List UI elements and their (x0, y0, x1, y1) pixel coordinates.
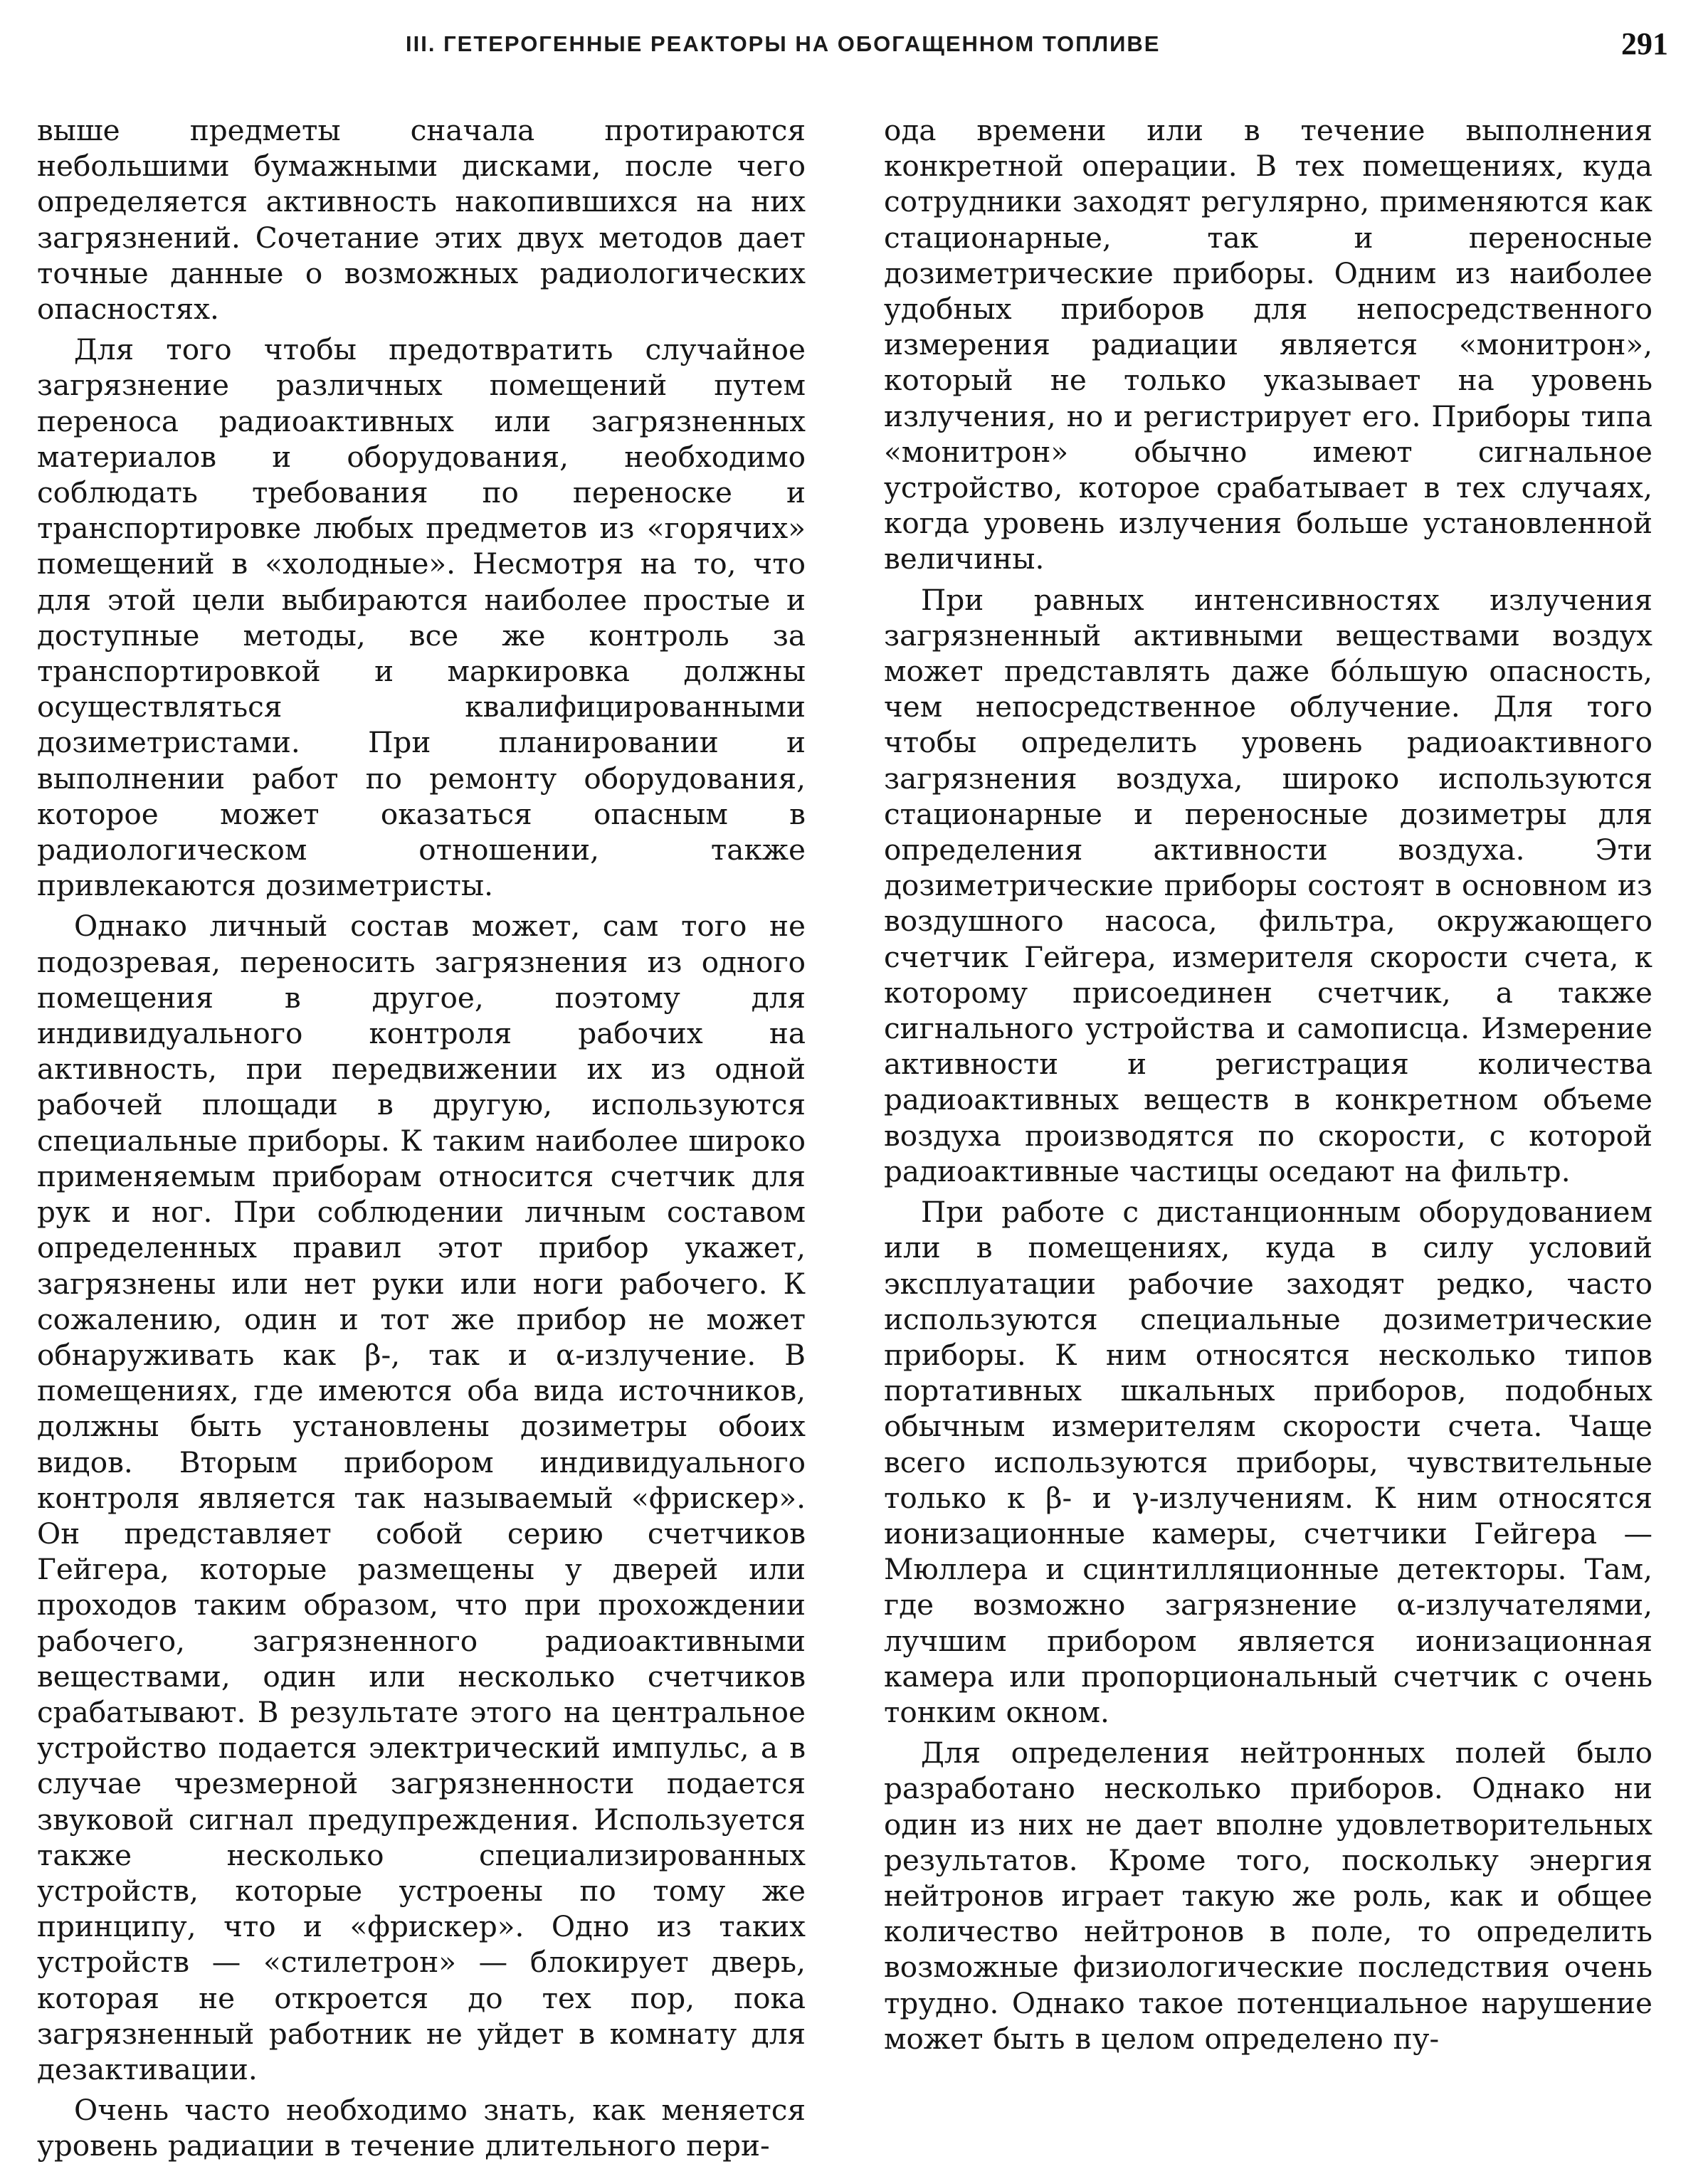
running-header (0, 26, 1708, 68)
page-number: 291 (1621, 26, 1668, 61)
right-column (884, 112, 1652, 2076)
paragraph: При равных интенсивностях излучения загрязненный активными веществами воздух может представлять даже бóльшую опасность, чем непосредственное облучение. Для того чтобы определить уровень радиоактивного загрязнения воздуха, широко используются стационарные и переносные дозиметры для определения активности воздуха. Эти дозиметрические приборы состоят в основном из воздушного насоса, фильтра, окружающего счетчик Гейгера, измерителя скорости счета, к которому присоединен счетчик, а также сигнального устройства и самописца. Измерение активности и регистрация количества радиоактивных веществ в конкретном объеме воздуха производятся по скорости, с которой радиоактивные частицы оседают на фильтр. (884, 582, 1652, 1188)
chapter-title: III. ГЕТЕРОГЕННЫЕ РЕАКТОРЫ НА ОБОГАЩЕННОМ ТОПЛИВЕ (406, 31, 1161, 56)
paragraph: выше предметы сначала протираются небольшими бумажными дисками, после чего определяется активность накопившихся на них загрязнений. Сочетание этих двух методов дает точные данные о возможных радиологических опасностях. (37, 113, 806, 327)
paragraph: Для того чтобы предотвратить случайное загрязнение различных помещений путем переноса радиоактивных или загрязненных материалов и оборудования, необходимо соблюдать требования по переноске и транспортировке любых предметов из «горячих» помещений в «холодные». Несмотря на то, что для этой цели выбираются наиболее простые и доступные методы, все же контроль за транспортировкой и маркировка должны осуществляться квалифицированными дозиметристами. При планировании и выполнении работ по ремонту оборудования, которое может оказаться опасным в радиологическом отношении, также привлекаются дозиметристы. (37, 332, 806, 903)
paragraph: Однако личный состав может, сам того не подозревая, переносить загрязнения из одного помещения в другое, поэтому для индивидуального контроля рабочих на активность, при передвижении их из одной рабочей площади в другую, используются специальные приборы. К таким наиболее широко применяемым приборам относится счетчик для рук и ног. При соблюдении личным составом определенных правил этот прибор укажет, загрязнены или нет руки или ноги рабочего. К сожалению, один и тот же прибор не может обнаруживать как β-, так и α-излучение. В помещениях, где имеются оба вида источников, должны быть установлены дозиметры обоих видов. Вторым прибором индивидуального контроля является так называемый «фрискер». Он представляет собой серию счетчиков Гейгера, которые размещены у дверей или проходов таким образом, что при прохождении рабочего, загрязненного радиоактивными веществами, один или несколько счетчиков срабатывают. В результате этого на центральное устройство подается электрический импульс, а в случае чрезмерной загрязненности подается звуковой сигнал предупреждения. Используется также несколько специализированных устройств, которые устроены по тому же принципу, что и «фрискер». Одно из таких устройств — «стилетрон» — блокирует дверь, которая не откроется до тех пор, пока загрязненный работник не уйдет в комнату для дезактивации. (37, 909, 806, 2086)
paragraph: Очень часто необходимо знать, как меняется уровень радиации в течение длительного пери- (37, 2093, 806, 2163)
left-column (37, 112, 806, 2163)
paragraph: При работе с дистанционным оборудованием или в помещениях, куда в силу условий эксплуатации рабочие заходят редко, часто используются специальные дозиметрические приборы. К ним относятся несколько типов портативных шкальных приборов, подобных обычным измерителям скорости счета. Чаще всего используются приборы, чувствительные только к β- и γ-излучениям. К ним относятся ионизационные камеры, счетчики Гейгера — Мюллера и сцинтилляционные детекторы. Там, где возможно загрязнение α-излучателями, лучшим прибором является ионизационная камера или пропорциональный счетчик с очень тонким окном. (884, 1195, 1652, 1729)
paragraph: ода времени или в течение выполнения конкретной операции. В тех помещениях, куда сотрудники заходят регулярно, применяются как стационарные, так и переносные дозиметрические приборы. Одним из наиболее удобных приборов для непосредственного измерения радиации является «монитрон», который не только указывает на уровень излучения, но и регистрирует его. Приборы типа «монитрон» обычно имеют сигнальное устройство, которое срабатывает в тех случаях, когда уровень излучения больше установленной величины. (884, 113, 1652, 576)
paragraph: Для определения нейтронных полей было разработано несколько приборов. Однако ни один из них не дает вполне удовлетворительных результатов. Кроме того, поскольку энергия нейтронов играет такую же роль, как и общее количество нейтронов в поле, то определить возможные физиологические последствия очень трудно. Однако такое потенциальное нарушение может быть в целом определено пу- (884, 1736, 1652, 2056)
